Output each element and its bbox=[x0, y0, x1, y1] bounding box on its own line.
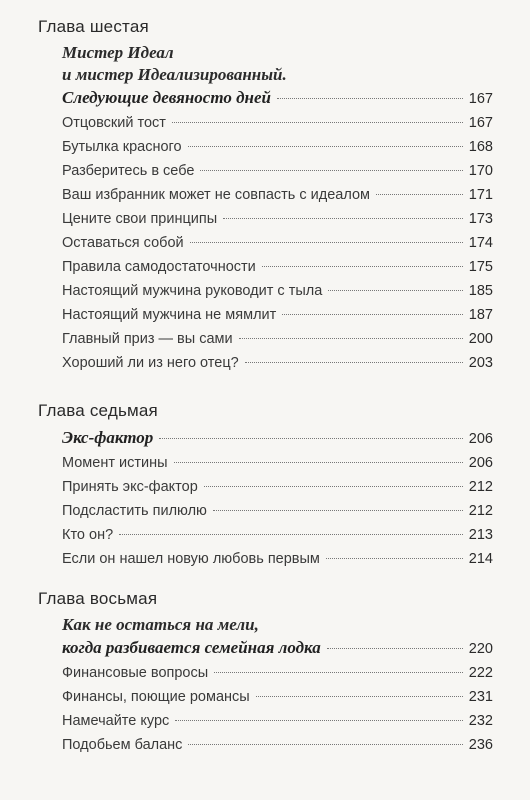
page-number: 231 bbox=[468, 689, 493, 705]
chapter-title-last-line: Следующие девяносто дней bbox=[62, 88, 271, 107]
toc-entry[interactable] bbox=[62, 255, 493, 279]
entry-label: Оставаться собой bbox=[62, 235, 184, 251]
dot-leader bbox=[245, 362, 463, 363]
chapter-title bbox=[62, 614, 493, 636]
chapter-title-line: Мистер Идеал bbox=[62, 43, 174, 62]
entry-label: Разберитесь в себе bbox=[62, 163, 195, 179]
dot-leader bbox=[175, 720, 463, 721]
page-number: 220 bbox=[468, 641, 493, 657]
dot-leader bbox=[277, 98, 463, 99]
entry-label: Настоящий мужчина руководит с тыла bbox=[62, 283, 323, 299]
page-number: 206 bbox=[468, 431, 493, 447]
dot-leader bbox=[262, 266, 463, 267]
toc-entry[interactable] bbox=[62, 207, 493, 231]
dot-leader bbox=[327, 648, 463, 649]
toc-entry[interactable] bbox=[62, 523, 493, 547]
entry-label: Если он нашел новую любовь первым bbox=[62, 551, 320, 567]
toc-entry[interactable] bbox=[62, 135, 493, 159]
toc-entry[interactable] bbox=[62, 279, 493, 303]
toc-entry[interactable] bbox=[62, 499, 493, 523]
toc-entry[interactable] bbox=[62, 475, 493, 499]
toc-entry[interactable] bbox=[62, 159, 493, 183]
page-number: 212 bbox=[468, 479, 493, 495]
dot-leader bbox=[376, 194, 463, 195]
dot-leader bbox=[282, 314, 463, 315]
chapter-label: Глава седьмая bbox=[38, 401, 158, 420]
entry-label: Кто он? bbox=[62, 527, 114, 543]
entry-label: Принять экс-фактор bbox=[62, 479, 198, 495]
toc-entry[interactable] bbox=[62, 111, 493, 135]
dot-leader bbox=[159, 438, 462, 439]
entry-label: Главный приз — вы сами bbox=[62, 331, 233, 347]
entry-label: Подсластить пилюлю bbox=[62, 503, 207, 519]
chapter-label: Глава восьмая bbox=[38, 589, 158, 608]
page-number: 214 bbox=[468, 551, 493, 567]
entry-label: Намечайте курс bbox=[62, 713, 170, 729]
entry-label: Настоящий мужчина не мямлит bbox=[62, 307, 277, 323]
chapter-eight bbox=[38, 588, 493, 757]
chapter-title-row[interactable] bbox=[62, 426, 493, 451]
toc-entry[interactable] bbox=[62, 231, 493, 255]
page-number: 167 bbox=[468, 115, 493, 131]
entry-label: Ваш избранник может не совпасть с идеалом bbox=[62, 187, 371, 203]
page-number: 200 bbox=[468, 331, 493, 347]
page-number: 185 bbox=[468, 283, 493, 299]
toc-entry[interactable] bbox=[62, 661, 493, 685]
dot-leader bbox=[200, 170, 462, 171]
dot-leader bbox=[214, 672, 463, 673]
entry-label: Цените свои принципы bbox=[62, 211, 218, 227]
dot-leader bbox=[190, 242, 463, 243]
toc-entry[interactable] bbox=[62, 303, 493, 327]
chapter-title-line: и мистер Идеализированный. bbox=[62, 65, 287, 84]
entry-label: Финансы, поющие романсы bbox=[62, 689, 250, 705]
chapter-title-row[interactable] bbox=[62, 636, 493, 661]
page-number: 187 bbox=[468, 307, 493, 323]
toc-entry[interactable] bbox=[62, 709, 493, 733]
page-number: 170 bbox=[468, 163, 493, 179]
toc-entry[interactable] bbox=[62, 183, 493, 207]
chapter-title-last-line: когда разбивается семейная лодка bbox=[62, 638, 321, 657]
chapter-title-last-line: Экс-фактор bbox=[62, 428, 154, 447]
entry-label: Хороший ли из него отец? bbox=[62, 355, 239, 371]
toc-entry[interactable] bbox=[62, 451, 493, 475]
toc-entry[interactable] bbox=[62, 733, 493, 757]
dot-leader bbox=[172, 122, 463, 123]
page-number: 168 bbox=[468, 139, 493, 155]
entry-label: Подобьем баланс bbox=[62, 737, 183, 753]
entry-label: Отцовский тост bbox=[62, 115, 166, 131]
page-number: 222 bbox=[468, 665, 493, 681]
chapter-title bbox=[62, 42, 493, 86]
dot-leader bbox=[223, 218, 463, 219]
page-number: 174 bbox=[468, 235, 493, 251]
dot-leader bbox=[188, 744, 462, 745]
entry-label: Момент истины bbox=[62, 455, 168, 471]
page-number: 232 bbox=[468, 713, 493, 729]
dot-leader bbox=[204, 486, 463, 487]
chapter-title-line: Как не остаться на мели, bbox=[62, 615, 259, 634]
dot-leader bbox=[256, 696, 463, 697]
page-number: 213 bbox=[468, 527, 493, 543]
chapter-title-row[interactable] bbox=[62, 86, 493, 111]
dot-leader bbox=[188, 146, 463, 147]
page-number: 206 bbox=[468, 455, 493, 471]
chapter-label: Глава шестая bbox=[38, 17, 149, 36]
chapter-six bbox=[38, 16, 493, 375]
page-number: 203 bbox=[468, 355, 493, 371]
chapter-seven bbox=[38, 400, 493, 571]
dot-leader bbox=[119, 534, 463, 535]
dot-leader bbox=[174, 462, 463, 463]
dot-leader bbox=[239, 338, 463, 339]
dot-leader bbox=[328, 290, 463, 291]
page-number: 236 bbox=[468, 737, 493, 753]
page-number: 175 bbox=[468, 259, 493, 275]
entry-label: Правила самодостаточности bbox=[62, 259, 256, 275]
entry-label: Финансовые вопросы bbox=[62, 665, 209, 681]
page-number: 167 bbox=[468, 91, 493, 107]
toc-entry[interactable] bbox=[62, 547, 493, 571]
dot-leader bbox=[213, 510, 463, 511]
entry-label: Бутылка красного bbox=[62, 139, 182, 155]
page-number: 171 bbox=[468, 187, 493, 203]
dot-leader bbox=[326, 558, 463, 559]
page-number: 173 bbox=[468, 211, 493, 227]
toc-entry[interactable] bbox=[62, 351, 493, 375]
toc-entry[interactable] bbox=[62, 327, 493, 351]
page-number: 212 bbox=[468, 503, 493, 519]
toc-entry[interactable] bbox=[62, 685, 493, 709]
